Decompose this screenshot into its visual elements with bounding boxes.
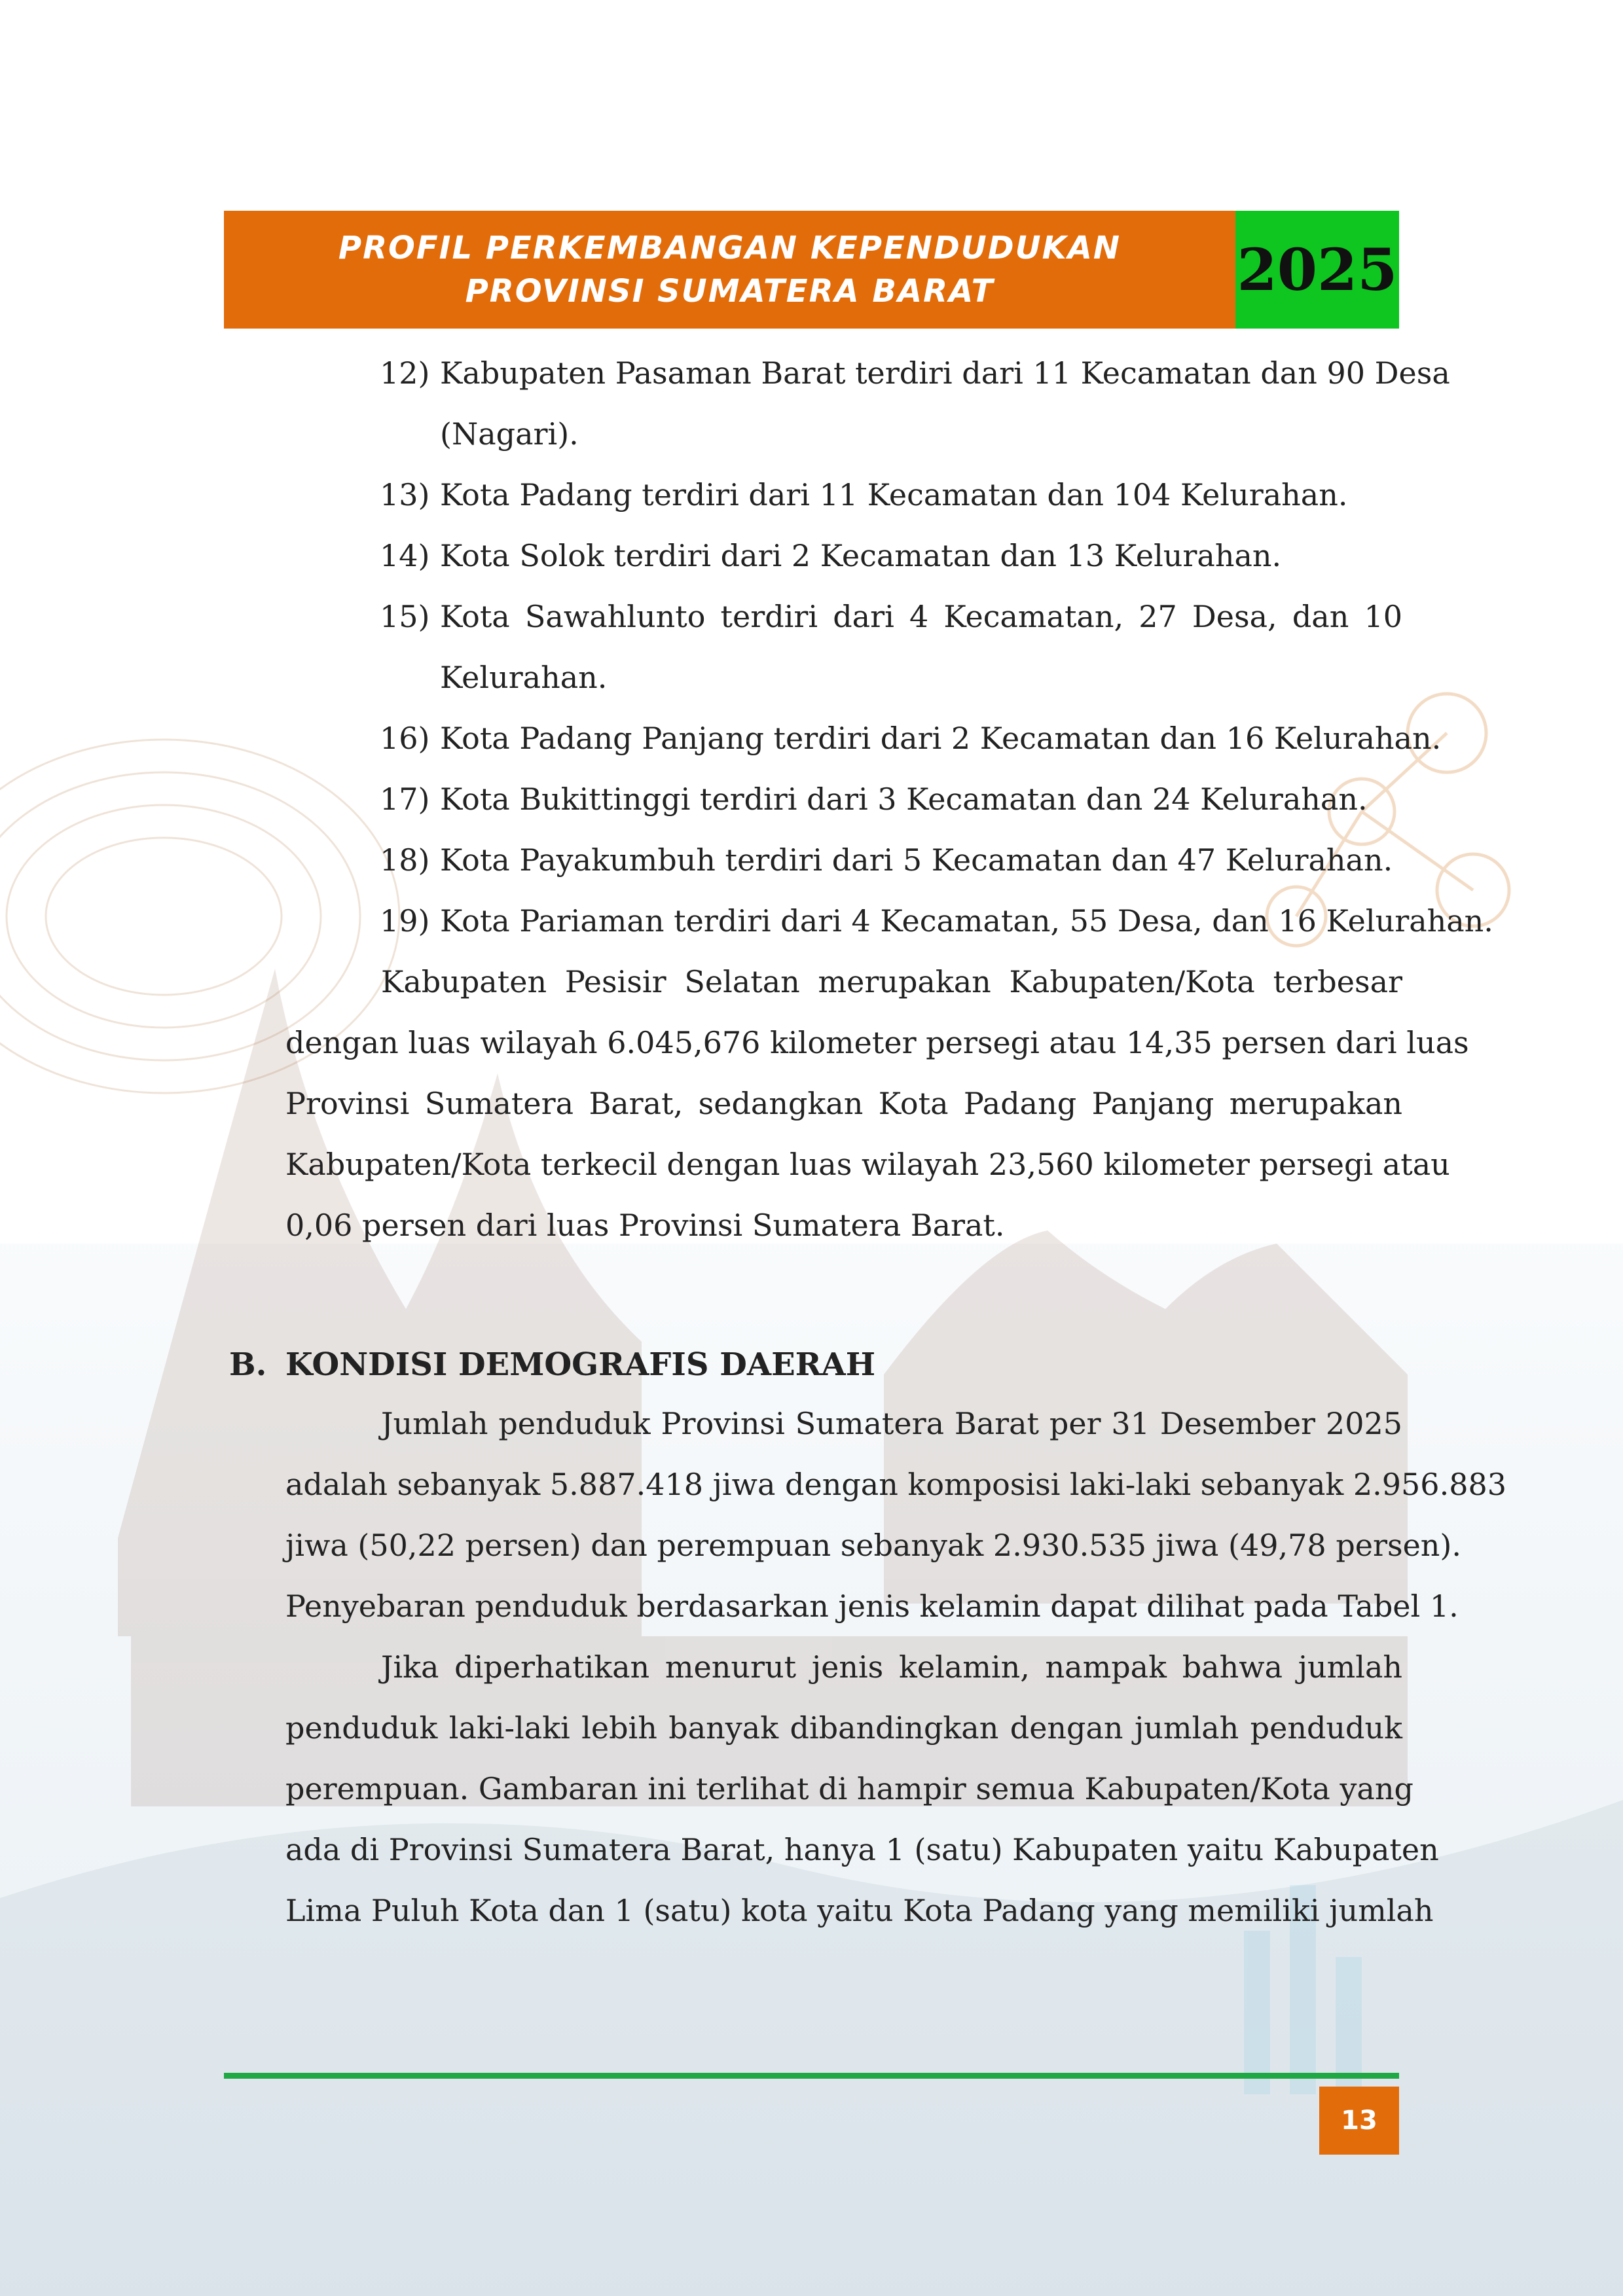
- list-item-number: 17): [380, 781, 430, 817]
- list-item-number: 16): [380, 721, 430, 756]
- paragraph-line: 0,06 persen dari luas Provinsi Sumatera Barat.: [285, 1208, 1005, 1243]
- header-year: 2025: [1235, 211, 1399, 329]
- list-item-number: 14): [380, 538, 430, 573]
- list-item-number: 15): [380, 599, 430, 634]
- paragraph-line: Jika diperhatikan menurut jenis kelamin, nampak bahwa jumlah: [381, 1649, 1402, 1685]
- paragraph-line: penduduk laki-laki lebih banyak dibandingkan dengan jumlah penduduk: [285, 1710, 1402, 1746]
- paragraph-line: Kabupaten/Kota terkecil dengan luas wilayah 23,560 kilometer persegi atau: [285, 1147, 1450, 1182]
- page-number: 13: [1319, 2087, 1399, 2155]
- list-item-text: Kelurahan.: [440, 660, 608, 695]
- header-title-line2: PROVINSI SUMATERA BARAT: [465, 273, 994, 310]
- paragraph-line: Lima Puluh Kota dan 1 (satu) kota yaitu Kota Padang yang memiliki jumlah: [285, 1893, 1434, 1928]
- list-item-text: (Nagari).: [440, 416, 579, 452]
- list-item-text: Kota Solok terdiri dari 2 Kecamatan dan 13 Kelurahan.: [440, 538, 1282, 573]
- paragraph-line: Penyebaran penduduk berdasarkan jenis kelamin dapat dilihat pada Tabel 1.: [285, 1588, 1459, 1624]
- paragraph-line: ada di Provinsi Sumatera Barat, hanya 1 (satu) Kabupaten yaitu Kabupaten: [285, 1832, 1439, 1867]
- list-item-number: 12): [380, 355, 430, 391]
- paragraph-line: perempuan. Gambaran ini terlihat di hampir semua Kabupaten/Kota yang: [285, 1771, 1413, 1806]
- list-item-number: 19): [380, 903, 430, 939]
- list-item-text: Kota Payakumbuh terdiri dari 5 Kecamatan dan 47 Kelurahan.: [440, 842, 1393, 878]
- list-item-text: Kota Padang Panjang terdiri dari 2 Kecamatan dan 16 Kelurahan.: [440, 721, 1442, 756]
- header-title-line1: PROFIL PERKEMBANGAN KEPENDUDUKAN: [338, 230, 1122, 266]
- list-item-text: Kabupaten Pasaman Barat terdiri dari 11 Kecamatan dan 90 Desa: [440, 355, 1450, 391]
- paragraph-line: adalah sebanyak 5.887.418 jiwa dengan komposisi laki-laki sebanyak 2.956.883: [285, 1467, 1506, 1502]
- paragraph-line: dengan luas wilayah 6.045,676 kilometer persegi atau 14,35 persen dari luas: [285, 1025, 1469, 1060]
- page-header: [224, 211, 1399, 329]
- list-item-text: Kota Pariaman terdiri dari 4 Kecamatan, 55 Desa, dan 16 Kelurahan.: [440, 903, 1493, 939]
- list-item-text: Kota Sawahlunto terdiri dari 4 Kecamatan, 27 Desa, dan 10: [440, 599, 1402, 634]
- paragraph-line: jiwa (50,22 persen) dan perempuan sebanyak 2.930.535 jiwa (49,78 persen).: [285, 1528, 1461, 1563]
- list-item-number: 13): [380, 477, 430, 512]
- section-letter: B.: [229, 1346, 267, 1383]
- paragraph-line: Provinsi Sumatera Barat, sedangkan Kota Padang Panjang merupakan: [285, 1086, 1402, 1121]
- section-title: KONDISI DEMOGRAFIS DAERAH: [285, 1346, 876, 1383]
- paragraph-line: Jumlah penduduk Provinsi Sumatera Barat per 31 Desember 2025: [381, 1406, 1402, 1441]
- list-item-number: 18): [380, 842, 430, 878]
- header-title-block: [224, 211, 1235, 329]
- list-item-text: Kota Padang terdiri dari 11 Kecamatan dan 104 Kelurahan.: [440, 477, 1348, 512]
- list-item-text: Kota Bukittinggi terdiri dari 3 Kecamatan dan 24 Kelurahan.: [440, 781, 1368, 817]
- paragraph-line: Kabupaten Pesisir Selatan merupakan Kabupaten/Kota terbesar: [381, 964, 1402, 999]
- footer-divider: [224, 2073, 1399, 2079]
